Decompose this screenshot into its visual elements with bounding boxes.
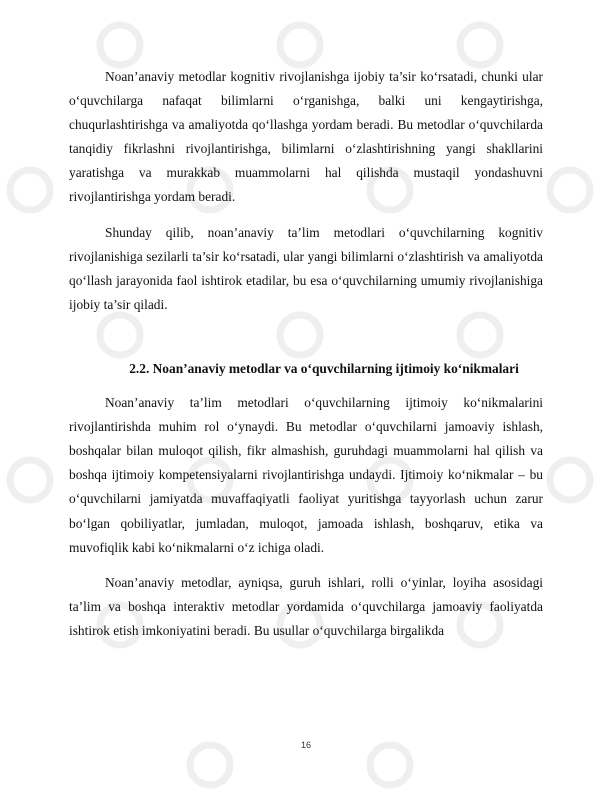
paragraph: Shunday qilib, noan’anaviy ta’lim metodlari o‘quvchilarning kognitiv rivojlanishiga sezilarli ta’sir ko‘rsatadi, ular yangi bilimlarni o‘zlashtirish va amaliyotda qo‘llash jarayonida faol ishtirok etadilar, bu esa o‘quvchilarning umumiy rivojlanishiga ijobiy ta’sir qiladi. [69, 224, 543, 312]
section-heading: 2.2. Noan’anaviy metodlar va o‘quvchilarning ijtimoiy ko‘nikmalari [129, 360, 519, 376]
paragraph: Noan’anaviy ta’lim metodlari o‘quvchilarning ijtimoiy ko‘nikmalarini rivojlantirishda muhim rol o‘ynaydi. Bu metodlar o‘quvchilarni jamoaviy ishlash, boshqalar bilan muloqot qilish, fikr almashish, guruhdagi muammolarni hal qilish va boshqa ijtimoiy kompetensiyalarni rivojlantirishga undaydi. Ijtimoiy ko‘nikmalar – bu o‘quvchilarni jamiyatda muvaffaqiyatli faoliyat yuritishga tayyorlash uchun zarur bo‘lgan qobiliyatlar, jumladan, muloqot, jamoada ishlash, boshqaruv, etika va muvofiqlik kabi ko‘nikmalarni o‘z ichiga oladi. [69, 395, 543, 555]
paragraph: Noan’anaviy metodlar kognitiv rivojlanishga ijobiy ta’sir ko‘rsatadi, chunki ular o‘quvchilarga nafaqat bilimlarni o‘rganishga, balki uni kengaytirishga, chuqurlashtirishga va amaliyotda qo‘llashga yordam beradi. Bu metodlar o‘quvchilarda tanqidiy fikrlashni rivojlantirishga, bilimlarni o‘zlashtirishning yangi shakllarini yaratishga va murakkab muammolarni hal qilishda mustaqil yondashuvni rivojlantirishga yordam beradi. [69, 69, 543, 205]
paragraph: Noan’anaviy metodlar, ayniqsa, guruh ishlari, rolli o‘yinlar, loyiha asosidagi ta’lim va boshqa interaktiv metodlar yordamida o‘quvchilarga jamoaviy faoliyatda ishtirok etish imkoniyatini beradi. Bu usullar o‘quvchilarga birgalikda [69, 574, 543, 638]
page-number: 16 [300, 740, 311, 750]
document-body [69, 65, 543, 654]
